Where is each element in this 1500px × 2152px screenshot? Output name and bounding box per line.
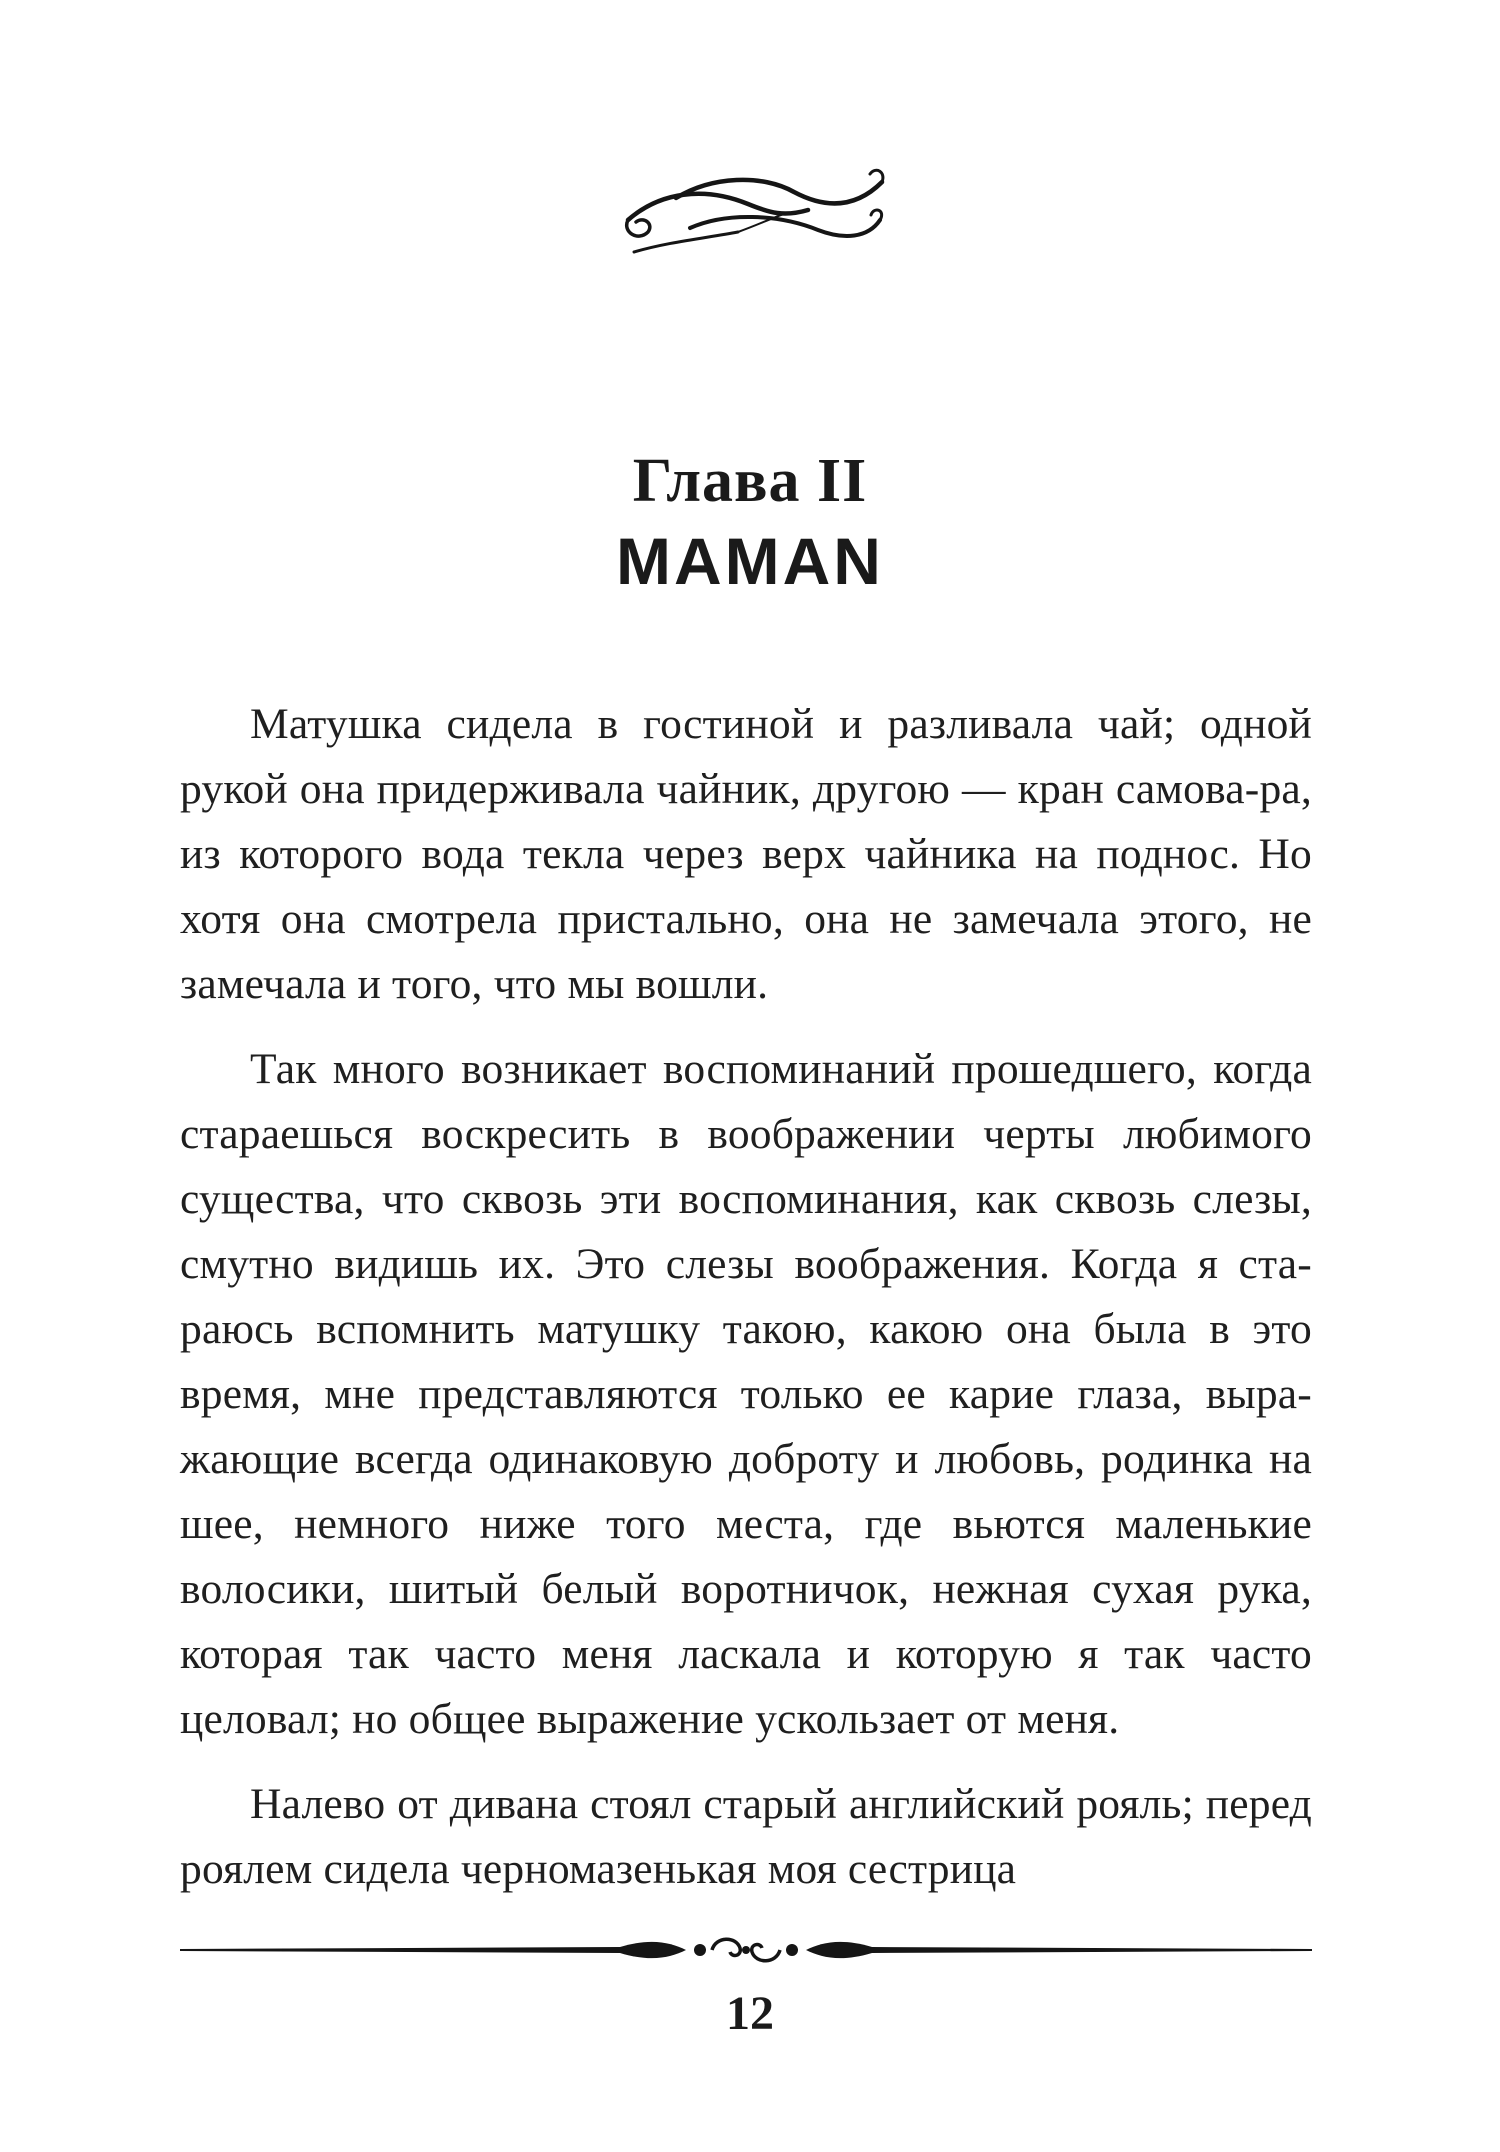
chapter-heading xyxy=(0,442,1500,602)
paragraph: Матушка сидела в гостиной и разливала чай; одной рукой она придерживала чайник, другою — кран самова-ра, из которого вода текла через верх чайника на поднос. Но хотя она смотрела пристально, она не замечала этого, не замечала и того, что мы вошли. xyxy=(180,700,1312,1008)
paragraph: Так много возникает воспоминаний прошедшего, когда стараешься воскресить в воображении черты любимого существа, что сквозь эти воспоминания, как сквозь слезы, смутно видишь их. Это слезы воображения. Когда я ста-раюсь вспомнить матушку такою, какою она была в это время, мне представляются только ее карие глаза, выра-жающие всегда одинаковую доброту и любовь, родинка на шее, немного ниже того места, где вьются маленькие волосики, шитый белый воротничок, нежная сухая рука, которая так часто меня ласкала и которую я так часто целовал; но общее выражение ускользает от меня. xyxy=(180,1045,1312,1743)
chapter-body xyxy=(180,692,1312,1922)
scroll-rule-ornament-icon xyxy=(180,1928,1312,1972)
paragraph: Налево от дивана стоял старый английский рояль; перед роялем сидела черномазенькая моя сестрица xyxy=(180,1780,1312,1893)
chapter-title: MAMAN xyxy=(616,524,884,598)
flourish-ornament-icon xyxy=(620,158,890,258)
chapter-number: Глава II xyxy=(632,447,868,515)
page-number: 12 xyxy=(726,1987,774,2040)
